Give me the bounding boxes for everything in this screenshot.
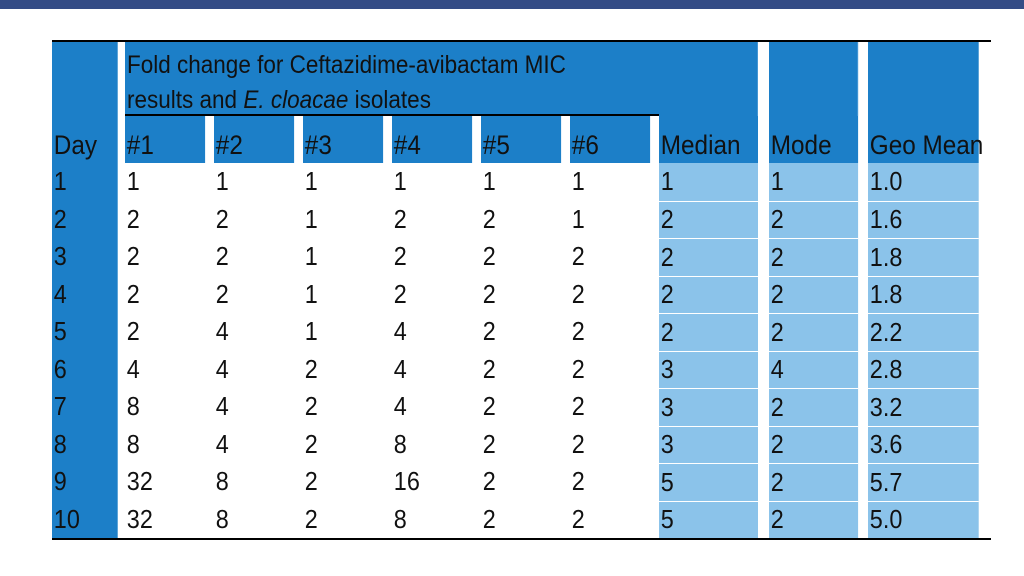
table-cell: 8	[125, 426, 205, 464]
column-header: #5	[481, 116, 561, 163]
table-cell: 2	[125, 313, 205, 351]
table-cell: 3	[659, 426, 758, 464]
column-header: Mode	[769, 116, 858, 163]
table-cell: 8	[125, 388, 205, 426]
table-cell: 16	[392, 463, 472, 501]
day-cell: 2	[52, 201, 118, 239]
header-blank-geomean	[868, 42, 979, 116]
day-cell: 10	[52, 501, 118, 539]
table-cell: 5	[659, 463, 758, 501]
table-cell: 2	[570, 501, 650, 539]
table-cell: 1	[125, 163, 205, 201]
day-cell: 4	[52, 276, 118, 314]
table-cell: 5.0	[868, 501, 979, 539]
table-cell: 1	[570, 163, 650, 201]
table-cell: 2	[481, 276, 561, 314]
table-cell: 2	[481, 388, 561, 426]
column-header: #3	[303, 116, 383, 163]
table-cell: 2	[481, 351, 561, 389]
table-cell: 2	[125, 201, 205, 239]
table-cell: 1	[769, 163, 858, 201]
table-cell: 8	[214, 501, 294, 539]
table-cell: 4	[769, 351, 858, 389]
table-cell: 2	[570, 388, 650, 426]
table-cell: 4	[214, 313, 294, 351]
table-cell: 2	[481, 201, 561, 239]
table-cell: 2	[769, 313, 858, 351]
header-blank-median	[659, 42, 758, 116]
table-cell: 4	[392, 388, 472, 426]
table-cell: 2	[769, 201, 858, 239]
fold-change-title	[125, 42, 659, 116]
table-cell: 1	[303, 238, 383, 276]
table-cell: 2	[392, 276, 472, 314]
table-cell: 2	[769, 463, 858, 501]
table-cell: 2	[769, 388, 858, 426]
table-cell: 3	[659, 388, 758, 426]
day-cell: 1	[52, 163, 118, 201]
table-cell: 2	[481, 313, 561, 351]
species-name: E. cloacae	[243, 86, 349, 114]
table-cell: 5.7	[868, 463, 979, 501]
table-cell: 2.8	[868, 351, 979, 389]
table-cell: 2	[214, 238, 294, 276]
day-cell: 7	[52, 388, 118, 426]
table-cell: 8	[392, 501, 472, 539]
table-cell: 4	[214, 351, 294, 389]
table-cell: 4	[392, 351, 472, 389]
table-cell: 2	[481, 238, 561, 276]
table-cell: 2	[303, 351, 383, 389]
table-cell: 1	[214, 163, 294, 201]
column-header: Median	[659, 116, 758, 163]
table-cell: 1	[303, 313, 383, 351]
table-cell: 2	[570, 463, 650, 501]
table-cell: 2	[659, 313, 758, 351]
table-cell: 2	[481, 463, 561, 501]
table-cell: 2	[125, 276, 205, 314]
table-cell: 1.8	[868, 276, 979, 314]
table-cell: 8	[214, 463, 294, 501]
table-cell: 1	[481, 163, 561, 201]
top-accent-bar	[0, 0, 1024, 9]
column-header: #1	[125, 116, 205, 163]
column-header: Geo Mean	[868, 116, 979, 163]
mic-fold-change-table	[52, 40, 991, 540]
table-cell: 2	[570, 276, 650, 314]
table-cell: 2	[392, 238, 472, 276]
table-cell: 32	[125, 501, 205, 539]
table-cell: 4	[392, 313, 472, 351]
column-header: Day	[52, 116, 118, 163]
table-cell: 1	[659, 163, 758, 201]
table-cell: 2	[570, 238, 650, 276]
table-cell: 2	[125, 238, 205, 276]
column-header: #4	[392, 116, 472, 163]
table-cell: 1	[303, 201, 383, 239]
table-cell: 2	[570, 313, 650, 351]
table-cell: 1.6	[868, 201, 979, 239]
table-cell: 1	[303, 276, 383, 314]
table-cell: 2	[214, 201, 294, 239]
table-cell: 2	[769, 501, 858, 539]
table-cell: 2	[570, 426, 650, 464]
day-cell: 6	[52, 351, 118, 389]
table-cell: 2	[392, 201, 472, 239]
table-cell: 2	[769, 276, 858, 314]
table-cell: 2	[659, 276, 758, 314]
table-cell: 2	[769, 426, 858, 464]
day-cell: 5	[52, 313, 118, 351]
table-cell: 2	[481, 501, 561, 539]
title-line-1: Fold change for Ceftazidime-avibactam MIC	[127, 51, 566, 79]
table-cell: 4	[214, 426, 294, 464]
table-cell: 3.2	[868, 388, 979, 426]
table-cell: 32	[125, 463, 205, 501]
table-cell: 1.0	[868, 163, 979, 201]
table-cell: 2	[659, 201, 758, 239]
table-cell: 2	[481, 426, 561, 464]
table-cell: 5	[659, 501, 758, 539]
table-cell: 2	[303, 388, 383, 426]
column-header: #6	[570, 116, 650, 163]
day-cell: 9	[52, 463, 118, 501]
header-blank-mode	[769, 42, 858, 116]
table-cell: 1	[570, 201, 650, 239]
table-cell: 4	[125, 351, 205, 389]
table-cell: 1	[392, 163, 472, 201]
table-cell: 2	[570, 351, 650, 389]
table-cell: 2	[659, 238, 758, 276]
title-line-2: results and E. cloacae isolates	[127, 86, 431, 114]
table-cell: 4	[214, 388, 294, 426]
column-header: #2	[214, 116, 294, 163]
table-cell: 1	[303, 163, 383, 201]
table-cell: 8	[392, 426, 472, 464]
table-cell: 3.6	[868, 426, 979, 464]
table-cell: 1.8	[868, 238, 979, 276]
table-cell: 2	[303, 463, 383, 501]
table-cell: 2	[303, 426, 383, 464]
table-cell: 2.2	[868, 313, 979, 351]
day-cell: 8	[52, 426, 118, 464]
table-cell: 2	[769, 238, 858, 276]
table-cell: 2	[303, 501, 383, 539]
table-cell: 3	[659, 351, 758, 389]
day-cell: 3	[52, 238, 118, 276]
header-corner-cell	[52, 42, 118, 116]
table-cell: 2	[214, 276, 294, 314]
